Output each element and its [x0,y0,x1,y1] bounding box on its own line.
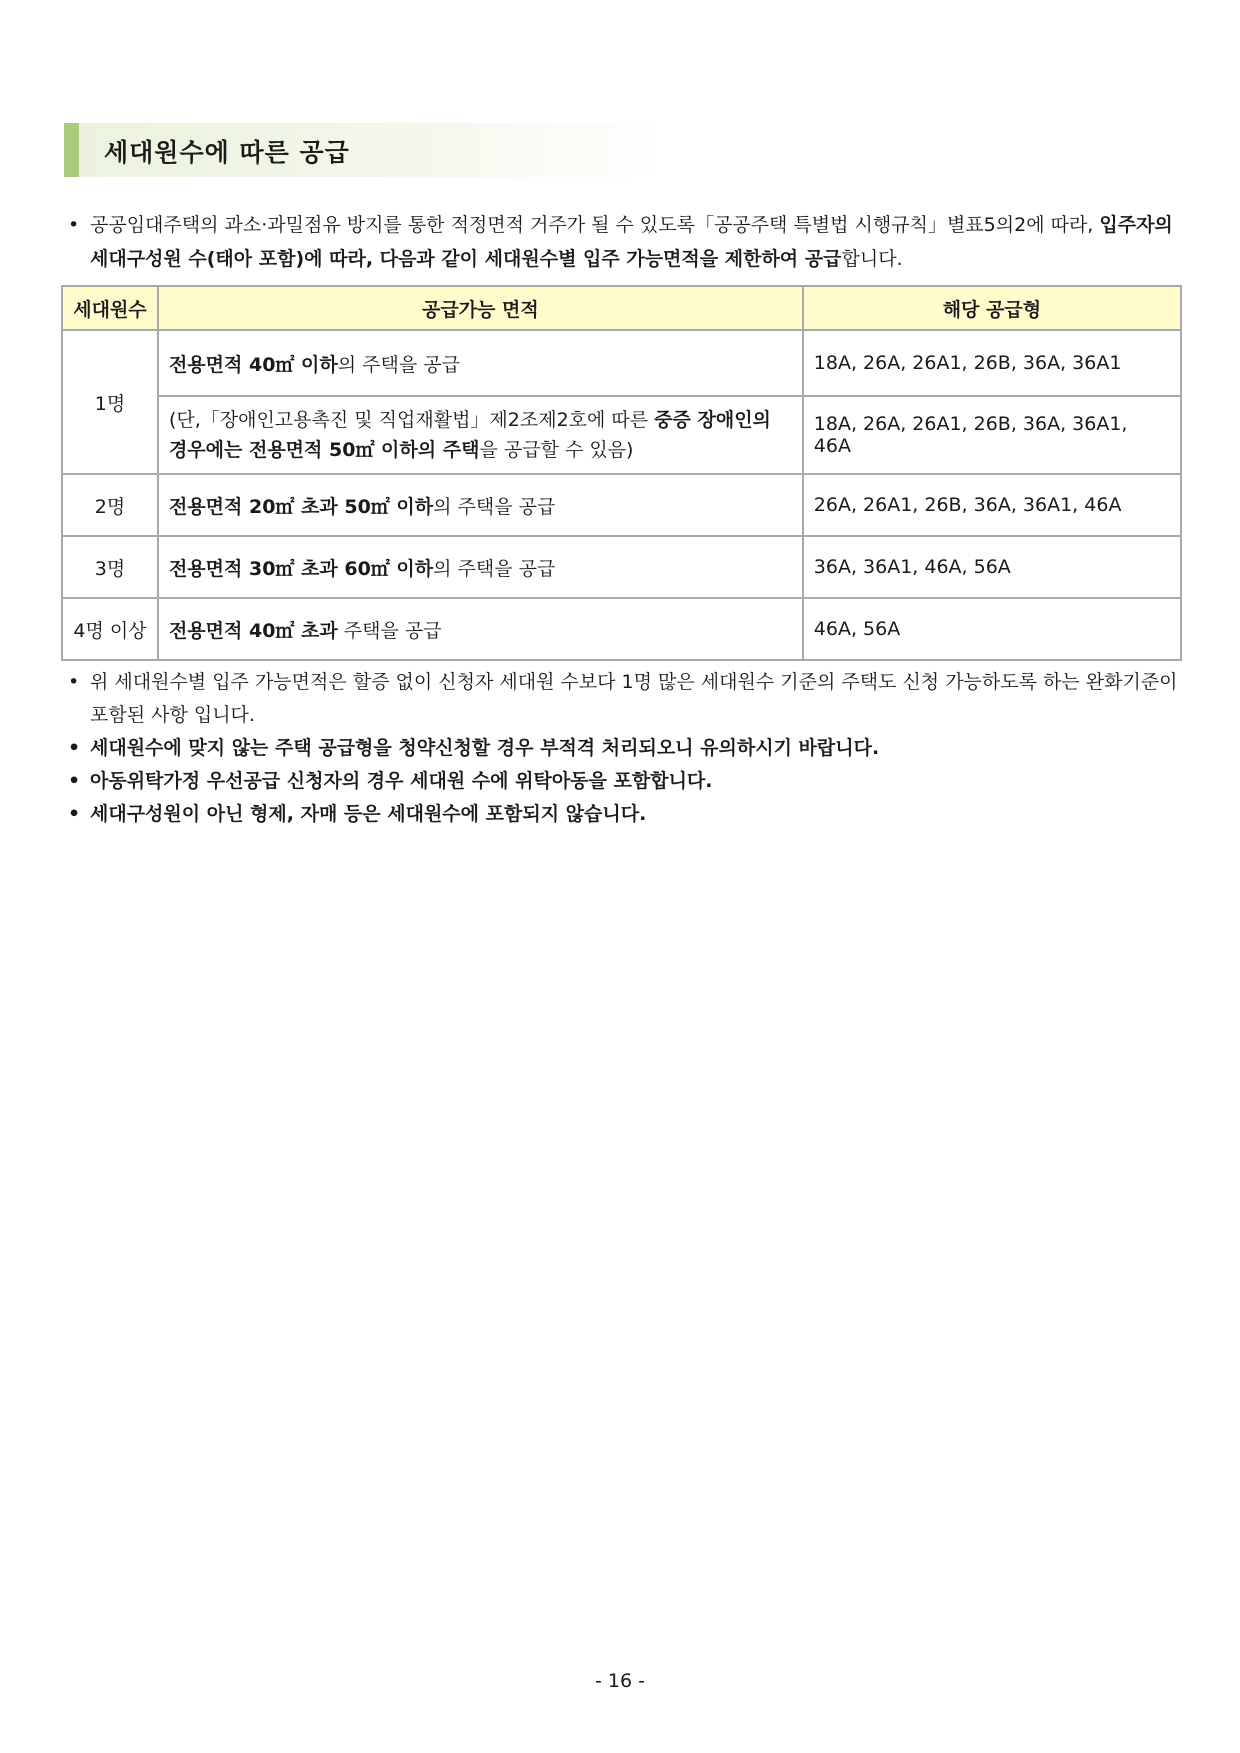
page-number: - 16 - [595,1670,645,1692]
area-text: 의 주택을 공급 [433,557,556,580]
household-count-cell: 2명 [62,474,158,536]
area-bold-text: 전용면적 30㎡ 초과 60㎡ 이하 [168,557,434,580]
notes-list [64,666,1184,831]
exception-text-end: 을 공급할 수 있음) [479,439,634,461]
note-item [64,732,1184,765]
note-text: 세대구성원이 아닌 형제, 자매 등은 세대원수에 포함되지 않습니다. [90,803,647,825]
supply-types-cell: 46A, 56A [803,598,1181,660]
bullet-icon: • [68,737,81,759]
header-supply-area: 공급가능 면적 [158,286,803,330]
note-item [64,798,1184,831]
area-text: 의 주택을 공급 [337,353,460,376]
intro-text-end: 합니다. [841,248,903,270]
note-item [64,666,1184,732]
note-text: 아동위탁가정 우선공급 신청자의 경우 세대원 수에 위탁아동을 포함합니다. [90,770,713,792]
exception-text: (단,「장애인고용촉진 및 직업재활법」제2조제2호에 따른 [168,409,655,431]
intro-text-bold: 입주자의 세대구성원 수(태아 포함)에 따라, 다음과 같이 세대원수별 입주 가능면적을 제한하여 공급 [90,214,1173,270]
area-bold-text: 전용면적 20㎡ 초과 50㎡ 이하 [168,495,434,518]
intro-bullet-row [64,208,1184,276]
household-count-cell: 1명 [62,330,158,474]
area-text: 주택을 공급 [337,619,442,642]
supply-area-cell [158,536,803,598]
section-accent-bar [64,123,79,177]
supply-area-cell [158,474,803,536]
supply-area-cell [158,330,803,396]
supply-types-cell: 18A, 26A, 26A1, 26B, 36A, 36A1, 46A [803,396,1181,474]
area-text: 의 주택을 공급 [433,495,556,518]
supply-types-cell: 18A, 26A, 26A1, 26B, 36A, 36A1 [803,330,1181,396]
header-supply-types: 해당 공급형 [803,286,1181,330]
supply-area-table [61,285,1182,661]
bullet-icon: • [68,770,81,792]
supply-types-cell: 26A, 26A1, 26B, 36A, 36A1, 46A [803,474,1181,536]
supply-types-cell: 36A, 36A1, 46A, 56A [803,536,1181,598]
note-item [64,765,1184,798]
supply-area-cell [158,598,803,660]
exception-bold-text: 중증 장애인의 경우에는 전용면적 50㎡ 이하의 주택 [168,409,771,461]
supply-area-exception-cell [158,396,803,474]
intro-text: 공공임대주택의 과소·과밀점유 방지를 통한 적정면적 거주가 될 수 있도록「공공주택 특별법 시행규칙」별표5의2에 따라, [90,214,1100,236]
household-count-cell: 4명 이상 [62,598,158,660]
bullet-icon: • [68,671,80,693]
intro-paragraph [64,208,1184,276]
area-bold-text: 전용면적 40㎡ 초과 [168,619,338,642]
bullet-icon: • [68,803,81,825]
table-row [62,396,1181,474]
section-title: 세대원수에 따른 공급 [104,138,350,167]
table-row [62,330,1181,396]
table-row [62,598,1181,660]
note-text: 세대원수에 맞지 않는 주택 공급형을 청약신청할 경우 부적격 처리되오니 유의하시기 바랍니다. [90,737,880,759]
section-header [64,123,668,177]
table-row [62,474,1181,536]
note-text: 위 세대원수별 입주 가능면적은 할증 없이 신청자 세대원 수보다 1명 많은 세대원수 기준의 주택도 신청 가능하도록 하는 완화기준이 포함된 사항 입니다. [90,671,1178,726]
area-bold-text: 전용면적 40㎡ 이하 [168,353,338,376]
table-row [62,536,1181,598]
header-household-count: 세대원수 [62,286,158,330]
household-count-cell: 3명 [62,536,158,598]
bullet-icon: • [68,214,80,236]
table-header-row [62,286,1181,330]
